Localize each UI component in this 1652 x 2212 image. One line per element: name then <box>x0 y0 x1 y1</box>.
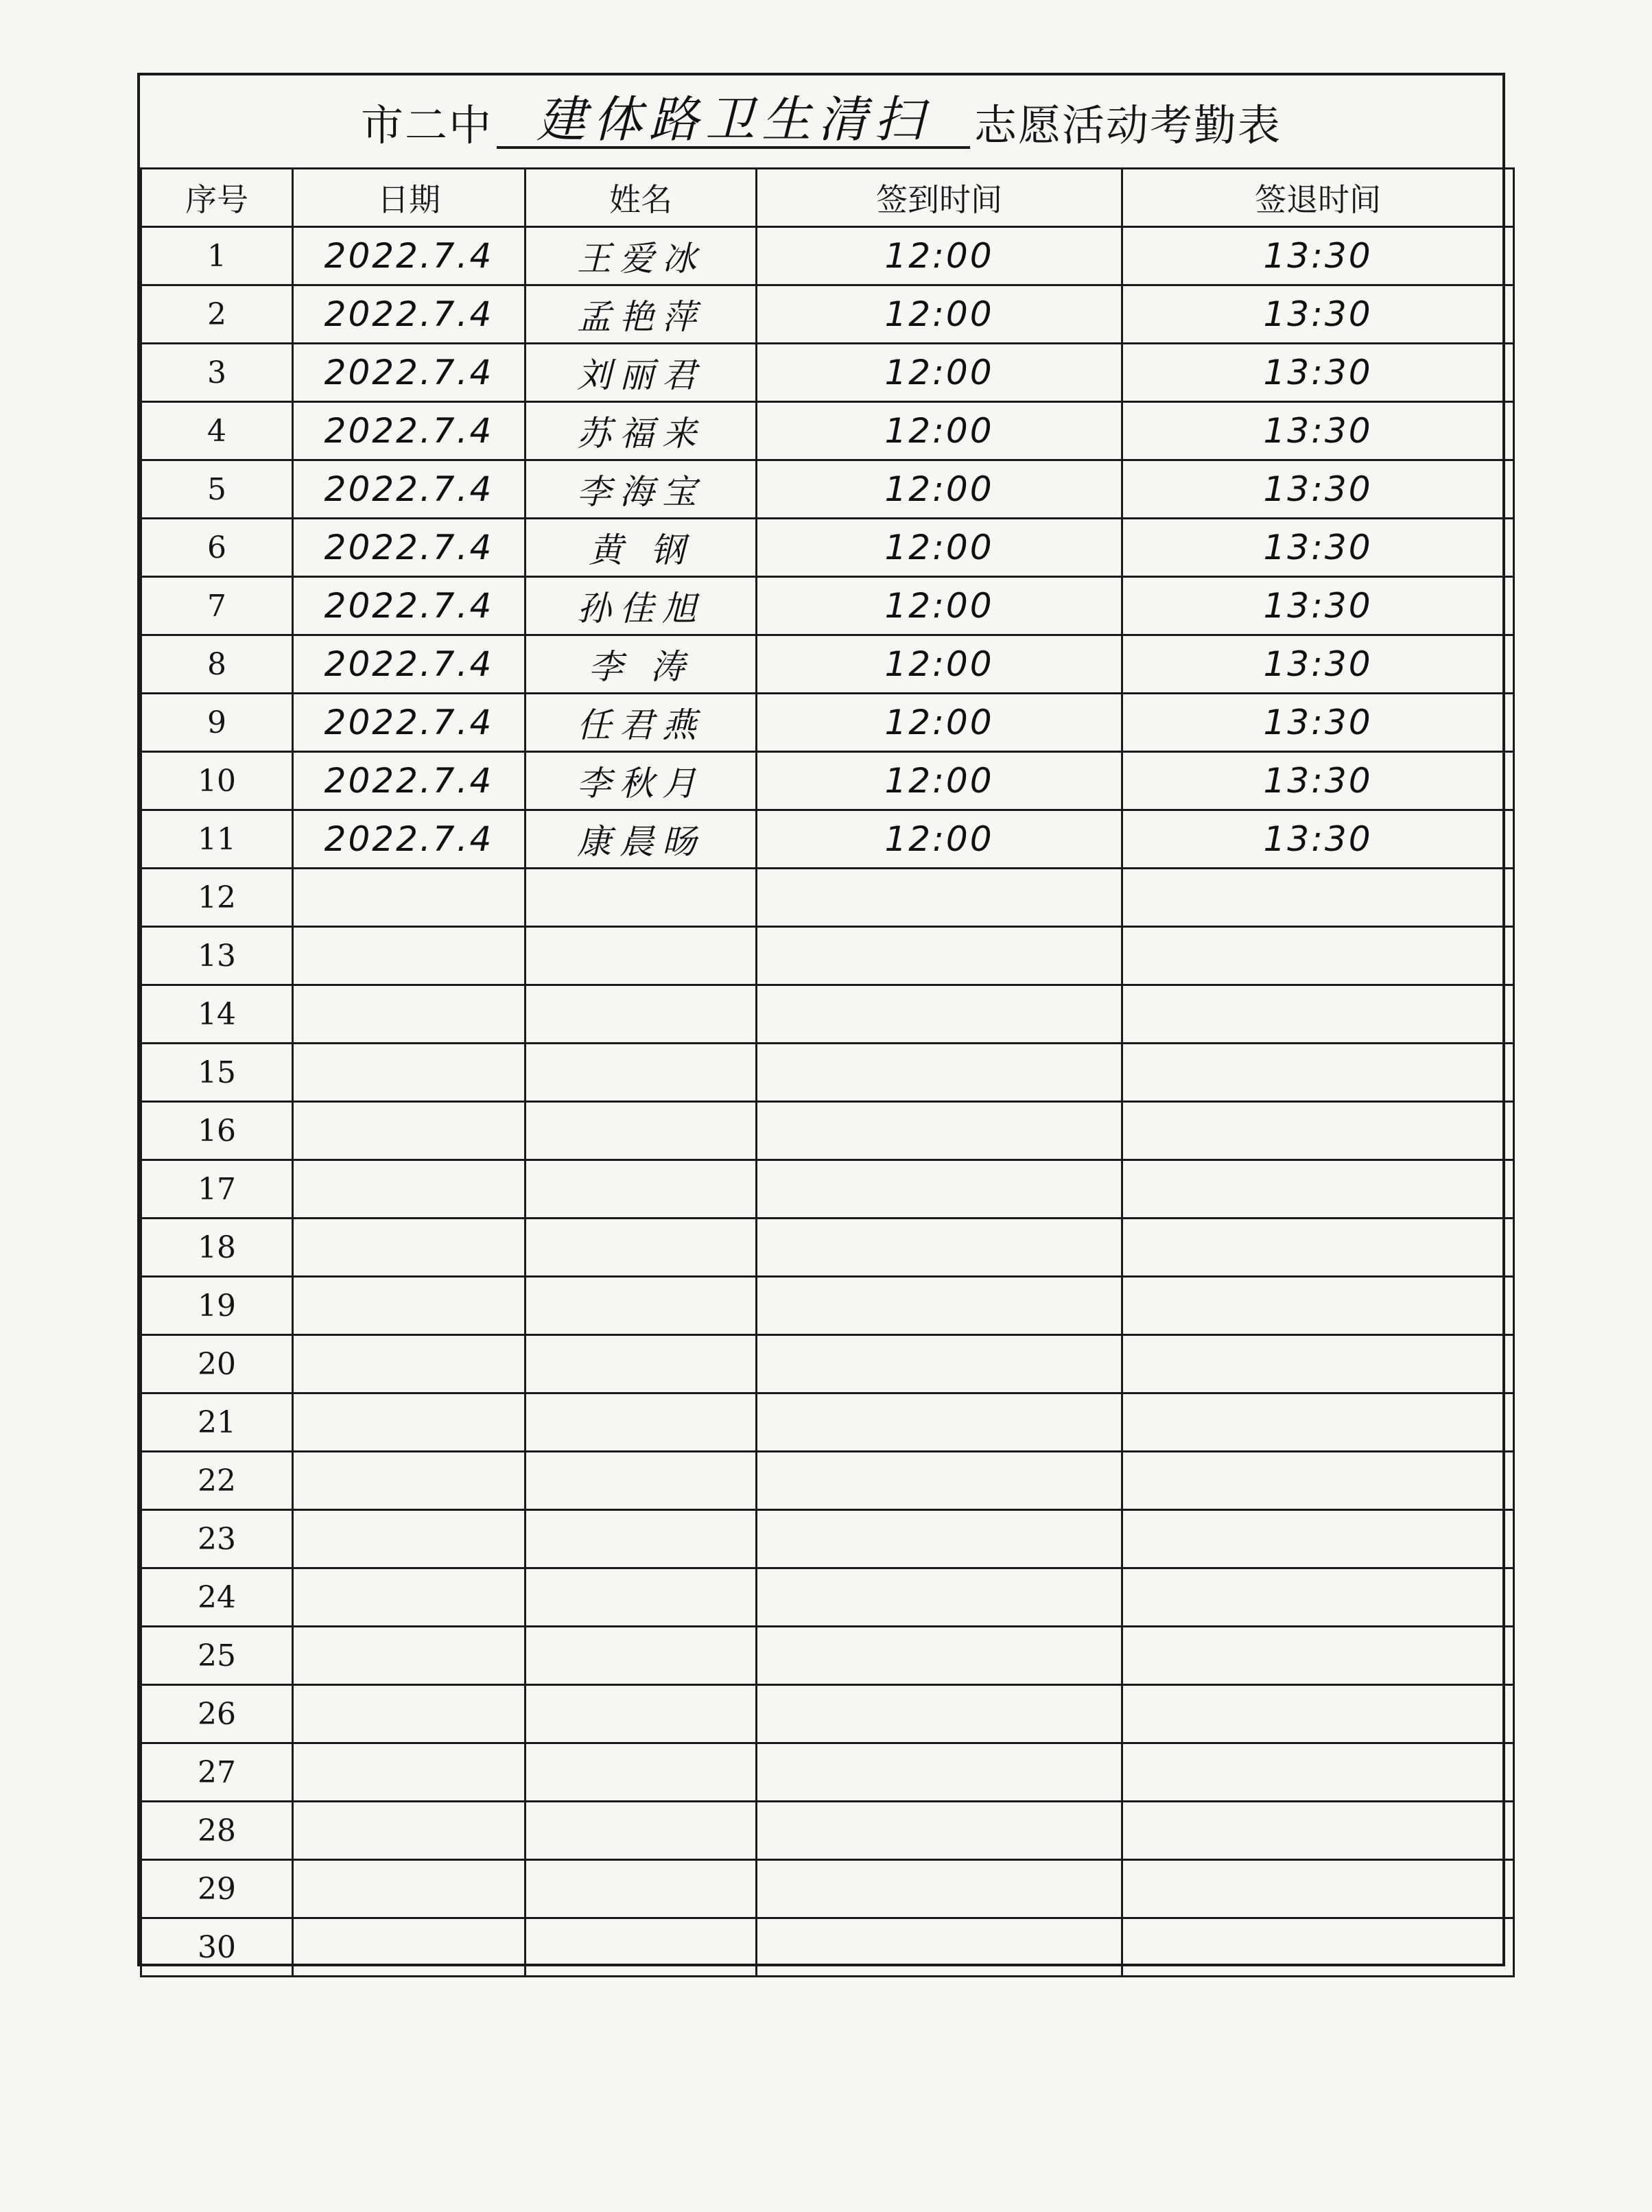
col-header-sign-out: 签退时间 <box>1122 169 1514 227</box>
table-row <box>141 1452 1514 1510</box>
row-sign-out: 13:30 <box>1122 752 1514 810</box>
row-sign-out: 13:30 <box>1122 577 1514 635</box>
row-date <box>293 1044 526 1102</box>
row-index: 27 <box>141 1743 293 1802</box>
row-name <box>526 1102 757 1160</box>
table-row <box>141 1335 1514 1393</box>
col-header-index: 序号 <box>141 169 293 227</box>
row-sign-out <box>1122 985 1514 1044</box>
row-name: 李 涛 <box>526 635 757 694</box>
row-index: 15 <box>141 1044 293 1102</box>
row-date: 2022.7.4 <box>293 460 526 519</box>
row-index: 24 <box>141 1568 293 1627</box>
row-index: 7 <box>141 577 293 635</box>
table-row <box>141 1743 1514 1802</box>
row-index: 26 <box>141 1685 293 1743</box>
table-row <box>141 1860 1514 1918</box>
row-sign-in: 12:00 <box>757 460 1122 519</box>
row-index: 11 <box>141 810 293 869</box>
row-name: 王爱冰 <box>526 227 757 285</box>
row-sign-out: 13:30 <box>1122 810 1514 869</box>
row-sign-out <box>1122 1510 1514 1568</box>
row-date <box>293 1335 526 1393</box>
row-index: 25 <box>141 1627 293 1685</box>
row-sign-out <box>1122 927 1514 985</box>
row-index: 9 <box>141 694 293 752</box>
row-date <box>293 1160 526 1219</box>
table-row <box>141 1568 1514 1627</box>
row-date: 2022.7.4 <box>293 694 526 752</box>
row-index: 21 <box>141 1393 293 1452</box>
row-name <box>526 1044 757 1102</box>
row-sign-in <box>757 1452 1122 1510</box>
row-index: 29 <box>141 1860 293 1918</box>
row-date <box>293 1393 526 1452</box>
table-row <box>141 927 1514 985</box>
table-row <box>141 752 1514 810</box>
table-row <box>141 1802 1514 1860</box>
table-row <box>141 344 1514 402</box>
row-sign-in <box>757 1802 1122 1860</box>
row-sign-out: 13:30 <box>1122 635 1514 694</box>
row-date <box>293 1277 526 1335</box>
row-sign-in: 12:00 <box>757 285 1122 344</box>
row-name <box>526 1393 757 1452</box>
row-sign-in: 12:00 <box>757 519 1122 577</box>
row-sign-in: 12:00 <box>757 227 1122 285</box>
row-date <box>293 869 526 927</box>
row-date: 2022.7.4 <box>293 227 526 285</box>
row-sign-out <box>1122 1452 1514 1510</box>
table-row <box>141 285 1514 344</box>
row-sign-out <box>1122 1743 1514 1802</box>
row-index: 2 <box>141 285 293 344</box>
sheet-title <box>140 75 1502 167</box>
table-row <box>141 1102 1514 1160</box>
row-sign-in <box>757 1335 1122 1393</box>
row-date: 2022.7.4 <box>293 344 526 402</box>
table-row <box>141 1219 1514 1277</box>
row-name: 康晨旸 <box>526 810 757 869</box>
row-name <box>526 1160 757 1219</box>
row-date <box>293 1219 526 1277</box>
row-sign-in: 12:00 <box>757 752 1122 810</box>
row-name: 任君燕 <box>526 694 757 752</box>
row-date: 2022.7.4 <box>293 752 526 810</box>
table-row <box>141 1685 1514 1743</box>
row-date: 2022.7.4 <box>293 577 526 635</box>
row-name <box>526 1743 757 1802</box>
attendance-table <box>140 167 1515 1977</box>
row-sign-in <box>757 927 1122 985</box>
row-index: 14 <box>141 985 293 1044</box>
row-name <box>526 985 757 1044</box>
row-date: 2022.7.4 <box>293 635 526 694</box>
row-index: 13 <box>141 927 293 985</box>
row-name <box>526 1277 757 1335</box>
row-sign-out: 13:30 <box>1122 285 1514 344</box>
row-index: 19 <box>141 1277 293 1335</box>
row-name <box>526 1568 757 1627</box>
row-index: 22 <box>141 1452 293 1510</box>
row-name <box>526 1452 757 1510</box>
table-row <box>141 1044 1514 1102</box>
row-name <box>526 1510 757 1568</box>
row-index: 8 <box>141 635 293 694</box>
row-sign-out <box>1122 1277 1514 1335</box>
row-index: 6 <box>141 519 293 577</box>
title-handwritten-activity: 建体路卫生清扫 <box>497 94 970 149</box>
row-date <box>293 1743 526 1802</box>
row-index: 18 <box>141 1219 293 1277</box>
row-sign-out: 13:30 <box>1122 402 1514 460</box>
row-name <box>526 1219 757 1277</box>
row-sign-in <box>757 1860 1122 1918</box>
row-sign-in <box>757 1277 1122 1335</box>
row-index: 20 <box>141 1335 293 1393</box>
row-sign-in: 12:00 <box>757 577 1122 635</box>
table-row <box>141 1627 1514 1685</box>
table-row <box>141 1918 1514 1977</box>
attendance-sheet <box>137 73 1505 1966</box>
row-sign-out: 13:30 <box>1122 519 1514 577</box>
row-name: 刘丽君 <box>526 344 757 402</box>
row-date <box>293 1685 526 1743</box>
table-row <box>141 694 1514 752</box>
row-sign-in <box>757 1568 1122 1627</box>
row-sign-in <box>757 1160 1122 1219</box>
row-name <box>526 1685 757 1743</box>
row-date <box>293 1802 526 1860</box>
table-row <box>141 1393 1514 1452</box>
row-name <box>526 1860 757 1918</box>
table-row <box>141 635 1514 694</box>
header-row <box>141 169 1514 227</box>
row-index: 3 <box>141 344 293 402</box>
row-sign-out <box>1122 1568 1514 1627</box>
row-date <box>293 1510 526 1568</box>
row-sign-in: 12:00 <box>757 694 1122 752</box>
row-date <box>293 985 526 1044</box>
row-sign-out <box>1122 1918 1514 1977</box>
row-date: 2022.7.4 <box>293 810 526 869</box>
row-date <box>293 927 526 985</box>
row-index: 28 <box>141 1802 293 1860</box>
row-sign-in: 12:00 <box>757 635 1122 694</box>
row-name: 孟艳萍 <box>526 285 757 344</box>
row-sign-out <box>1122 1219 1514 1277</box>
table-row <box>141 810 1514 869</box>
row-index: 1 <box>141 227 293 285</box>
row-name: 黄 钢 <box>526 519 757 577</box>
table-row <box>141 519 1514 577</box>
table-row <box>141 402 1514 460</box>
row-index: 17 <box>141 1160 293 1219</box>
row-name <box>526 1918 757 1977</box>
row-name <box>526 927 757 985</box>
row-sign-out <box>1122 1393 1514 1452</box>
title-suffix: 志愿活动考勤表 <box>974 99 1282 150</box>
row-sign-out <box>1122 1802 1514 1860</box>
table-row <box>141 1160 1514 1219</box>
row-sign-out <box>1122 869 1514 927</box>
row-sign-in <box>757 1219 1122 1277</box>
row-date <box>293 1568 526 1627</box>
table-row <box>141 869 1514 927</box>
row-index: 30 <box>141 1918 293 1977</box>
col-header-name: 姓名 <box>526 169 757 227</box>
row-sign-in <box>757 869 1122 927</box>
row-index: 10 <box>141 752 293 810</box>
row-index: 16 <box>141 1102 293 1160</box>
row-name: 李海宝 <box>526 460 757 519</box>
table-row <box>141 227 1514 285</box>
row-sign-in <box>757 985 1122 1044</box>
row-sign-out <box>1122 1685 1514 1743</box>
row-sign-out <box>1122 1335 1514 1393</box>
row-sign-in <box>757 1743 1122 1802</box>
row-date: 2022.7.4 <box>293 402 526 460</box>
row-sign-out <box>1122 1627 1514 1685</box>
row-index: 4 <box>141 402 293 460</box>
row-sign-in <box>757 1685 1122 1743</box>
row-sign-in <box>757 1510 1122 1568</box>
row-index: 5 <box>141 460 293 519</box>
row-name: 孙佳旭 <box>526 577 757 635</box>
row-sign-out <box>1122 1860 1514 1918</box>
row-date <box>293 1860 526 1918</box>
row-sign-in <box>757 1627 1122 1685</box>
table-row <box>141 1277 1514 1335</box>
row-sign-out: 13:30 <box>1122 694 1514 752</box>
table-row <box>141 985 1514 1044</box>
table-row <box>141 460 1514 519</box>
row-name <box>526 1335 757 1393</box>
table-row <box>141 577 1514 635</box>
row-sign-out: 13:30 <box>1122 460 1514 519</box>
row-sign-out: 13:30 <box>1122 344 1514 402</box>
row-sign-in <box>757 1102 1122 1160</box>
row-date: 2022.7.4 <box>293 519 526 577</box>
row-name: 苏福来 <box>526 402 757 460</box>
col-header-sign-in: 签到时间 <box>757 169 1122 227</box>
row-sign-out: 13:30 <box>1122 227 1514 285</box>
row-date: 2022.7.4 <box>293 285 526 344</box>
row-sign-in <box>757 1044 1122 1102</box>
row-name <box>526 1802 757 1860</box>
row-date <box>293 1627 526 1685</box>
row-sign-in <box>757 1918 1122 1977</box>
row-sign-out <box>1122 1102 1514 1160</box>
row-sign-out <box>1122 1160 1514 1219</box>
row-sign-in: 12:00 <box>757 402 1122 460</box>
col-header-date: 日期 <box>293 169 526 227</box>
title-prefix: 市二中 <box>360 99 493 150</box>
row-sign-in: 12:00 <box>757 344 1122 402</box>
row-index: 23 <box>141 1510 293 1568</box>
row-name: 李秋月 <box>526 752 757 810</box>
table-row <box>141 1510 1514 1568</box>
row-date <box>293 1102 526 1160</box>
row-sign-out <box>1122 1044 1514 1102</box>
row-sign-in: 12:00 <box>757 810 1122 869</box>
row-index: 12 <box>141 869 293 927</box>
row-name <box>526 869 757 927</box>
row-date <box>293 1918 526 1977</box>
row-sign-in <box>757 1393 1122 1452</box>
row-name <box>526 1627 757 1685</box>
row-date <box>293 1452 526 1510</box>
